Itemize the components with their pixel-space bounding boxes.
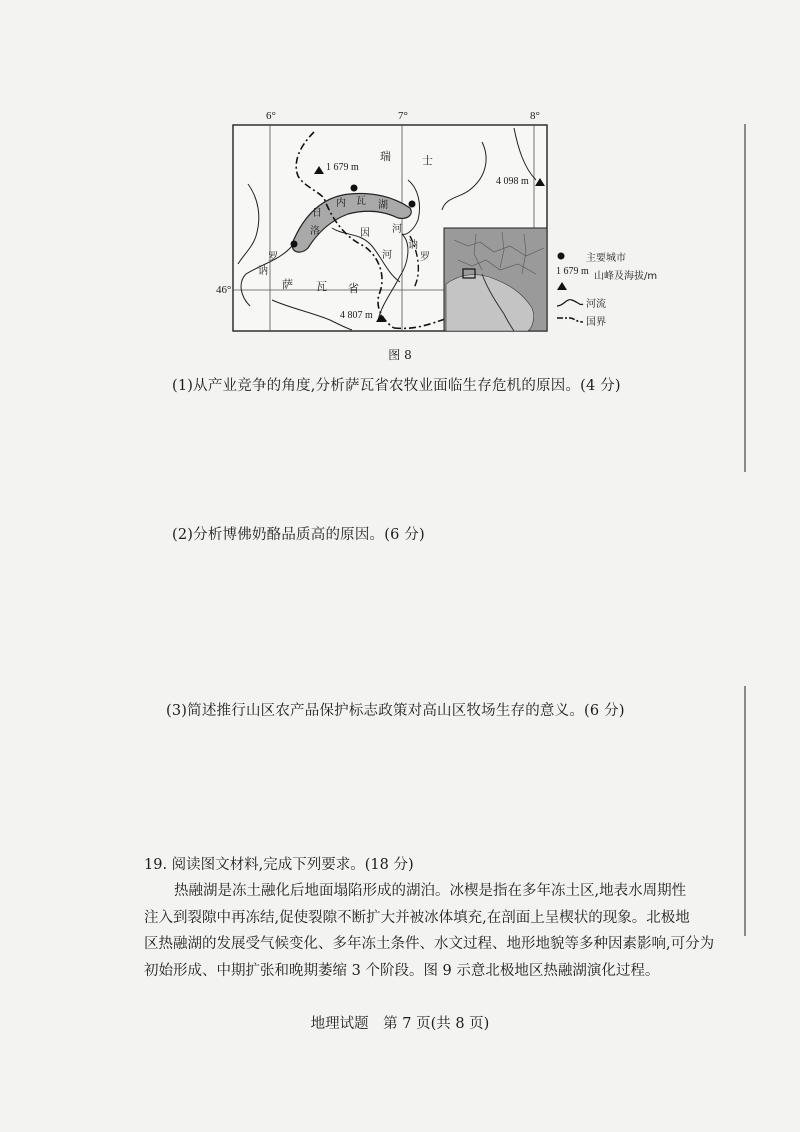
region-label-wa: 瓦 [316,280,327,293]
lake-label-char-1: 内 [336,198,346,209]
triangle-icon [556,281,586,291]
material-line-3: 区热融湖的发展受气候变化、多年冻土条件、水文过程、地形地貌等多种因素影响,可分为 [144,936,715,952]
legend-item-river [556,294,606,310]
legend-label-border: 国界 [586,316,606,328]
label-na: 讷 [258,266,268,277]
question-1: (1)从产业竞争的角度,分析萨瓦省农牧业面临生存危机的原因。(4 分) [172,378,621,394]
city-dot-geneva [291,241,298,248]
legend-elevation-example: 1 679 m [556,266,589,277]
legend-label-peak: 山峰及海拔/m [594,270,658,282]
country-label-char-2: 士 [422,154,433,167]
material-line-2: 注入到裂隙中再冻结,促使裂隙不断扩大并被冰体填充,在剖面上呈楔状的现象。北极地 [144,909,690,926]
city-dot-lausanne [351,185,358,192]
region-label-he: 萨 [282,278,293,291]
legend-label-river: 河流 [586,298,606,310]
peak-elevation-2: 4 098 m [496,176,529,187]
page-footer: 地理试题 第 7 页(共 8 页) [310,1016,490,1032]
label-fo: 洛 [310,226,320,237]
country-label-char-1: 瑞 [380,150,391,163]
legend-label-city: 主要城市 [586,252,626,264]
legend-item-peak-symbol [556,278,586,294]
label-lu: 罗 [268,252,278,263]
peak-elevation-1: 1 679 m [326,162,359,173]
river-icon [556,296,586,308]
border-icon [556,315,586,325]
latitude-label-46: 46° [216,284,232,296]
material-line-1: 热融湖是冻土融化后地面塌陷形成的湖泊。冰楔是指在多年冻土区,地表水周期性 [174,883,687,899]
region-label-sheng: 省 [348,282,359,295]
right-margin-line-bottom [744,686,746,936]
label-luo2: 罗 [420,252,430,263]
legend-item-city [556,248,626,264]
longitude-label-7: 7° [398,110,408,122]
lake-label-char-3: 湖 [378,200,388,211]
figure-caption: 图 8 [388,348,412,362]
label-ri: 日 [312,208,322,219]
label-na2: 讷 [408,240,418,251]
longitude-label-8: 8° [530,110,540,122]
longitude-label-6: 6° [266,110,276,122]
question-19-material [144,878,715,984]
label-he2: 河 [382,250,392,261]
label-yin: 因 [360,228,370,239]
question-2: (2)分析博佛奶酪品质高的原因。(6 分) [172,527,425,543]
dot-icon [556,251,586,261]
label-he: 河 [392,224,402,235]
legend-item-border [556,312,606,328]
map-figure-8 [232,124,548,332]
material-line-4: 初始形成、中期扩张和晚期萎缩 3 个阶段。图 9 示意北极地区热融湖演化过程。 [144,962,660,979]
peak-elevation-3: 4 807 m [340,310,373,321]
question-3: (3)简述推行山区农产品保护标志政策对高山区牧场生存的意义。(6 分) [166,703,625,719]
question-19-heading: 19. 阅读图文材料,完成下列要求。(18 分) [144,857,414,873]
lake-label-char-2: 瓦 [356,196,366,207]
city-dot-montreux [409,201,416,208]
legend-item-peak [594,266,657,282]
right-margin-line-top [744,124,746,472]
